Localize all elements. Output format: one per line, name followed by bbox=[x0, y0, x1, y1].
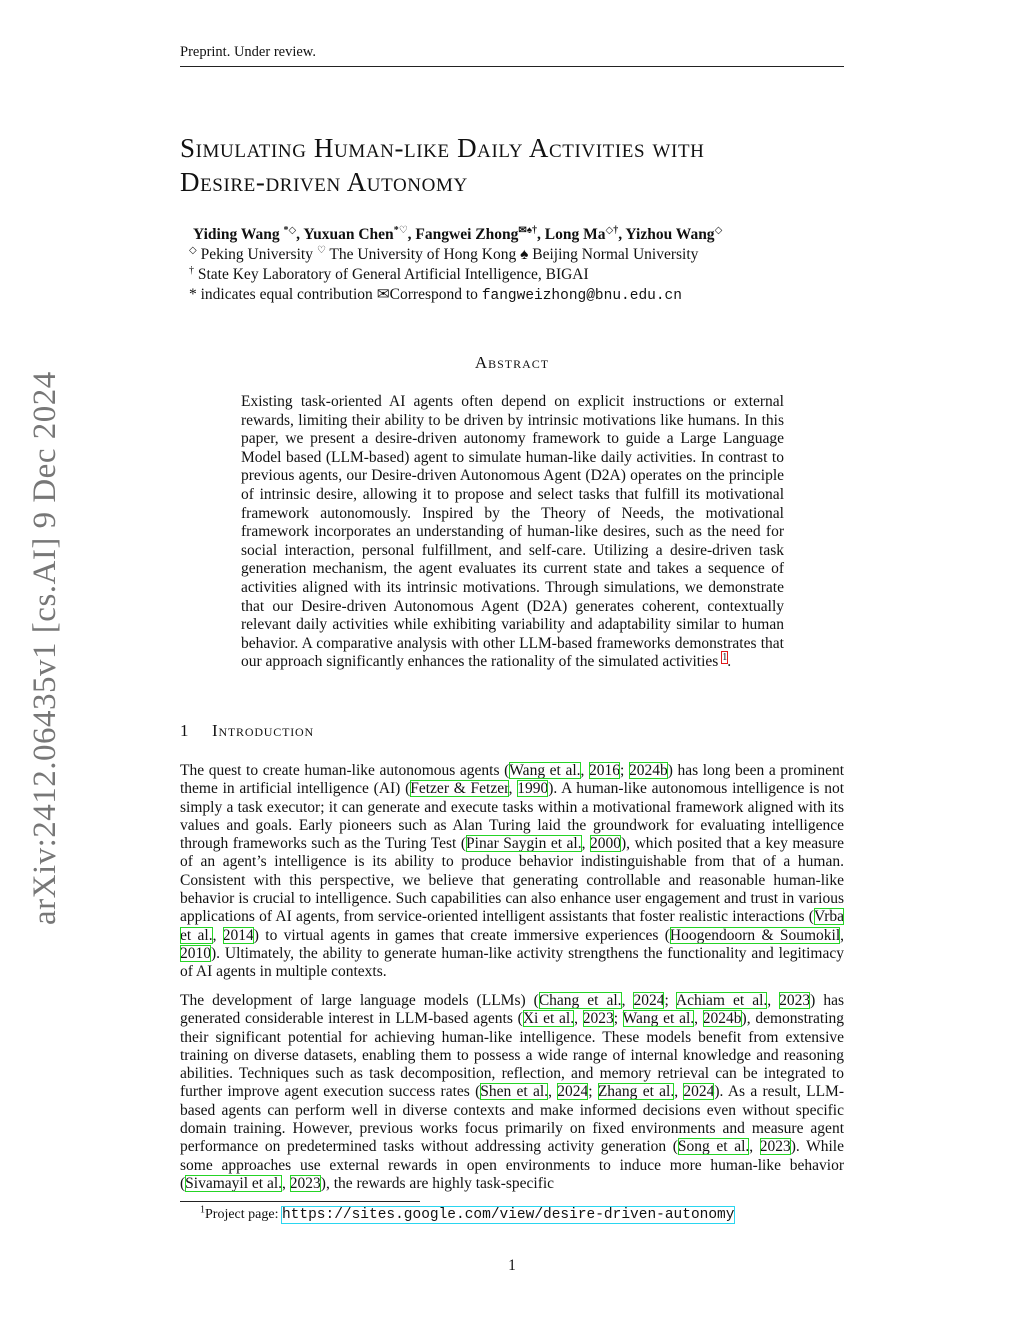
citation-separator: , bbox=[621, 992, 634, 1009]
paper-title bbox=[180, 131, 844, 199]
intro-paragraph-2 bbox=[180, 992, 844, 1193]
citation-separator: , bbox=[840, 926, 845, 944]
author-name: Fangwei Zhong bbox=[415, 226, 519, 243]
citation-separator: , bbox=[574, 1010, 583, 1028]
citation-link[interactable]: 1990 bbox=[517, 780, 549, 798]
page-number: 1 bbox=[508, 1257, 516, 1274]
affiliation-line-1 bbox=[189, 246, 698, 264]
footnote-mark: 1 bbox=[200, 1204, 205, 1216]
citation-separator: ; bbox=[664, 992, 676, 1009]
affiliation-name: The University of Hong Kong bbox=[329, 246, 517, 263]
citation-link[interactable]: 2000 bbox=[590, 835, 622, 853]
citation-link[interactable]: 2024b bbox=[702, 1010, 742, 1028]
section-number: 1 bbox=[180, 721, 190, 740]
affiliation-line-2 bbox=[189, 266, 589, 284]
citation-link[interactable]: Achiam et al. bbox=[675, 992, 768, 1009]
citation-link[interactable]: 2024b bbox=[628, 762, 668, 779]
paragraph-text: The development of large language models (LLMs) ( bbox=[180, 992, 539, 1009]
citation-link[interactable]: 2023 bbox=[582, 1010, 614, 1028]
paragraph-text: ) to virtual agents in games that create immersive experiences ( bbox=[253, 926, 670, 944]
citation-link[interactable]: 2014 bbox=[222, 926, 254, 944]
citation-separator: ; bbox=[613, 1010, 623, 1028]
footnote-rule bbox=[180, 1201, 420, 1202]
paragraph-text: ) has long been a prominent theme in artificial intelligence (AI) ( bbox=[180, 762, 845, 798]
citation-link[interactable]: 2023 bbox=[779, 992, 811, 1009]
citation-link[interactable]: Pinar Saygin et al. bbox=[466, 835, 582, 853]
paragraph-text: ). While some approaches use external rewards in open environments to induce more human-like behavior ( bbox=[180, 1138, 844, 1192]
section-title: Introduction bbox=[212, 721, 314, 740]
paragraph-text: ), the rewards are highly task-specific bbox=[320, 1174, 555, 1192]
citation-link[interactable]: 2016 bbox=[589, 762, 621, 779]
citation-separator: , bbox=[749, 1138, 760, 1156]
paragraph-text: ). Ultimately, the ability to generate human-like activity strengthens the functionality and legitimacy of AI agents in multiple contexts. bbox=[180, 944, 844, 981]
paragraph-text: The quest to create human-like autonomous agents ( bbox=[180, 762, 510, 779]
citation-separator: ; bbox=[620, 762, 629, 779]
citation-link[interactable]: Hoogendoorn & Soumokil bbox=[669, 926, 841, 944]
citation-separator: , bbox=[694, 1010, 703, 1028]
citation-link[interactable]: Shen et al. bbox=[480, 1083, 549, 1101]
citation-separator: , bbox=[581, 835, 591, 853]
citation-link[interactable]: Wang et al. bbox=[622, 1010, 695, 1028]
author-name: Yiding Wang bbox=[193, 226, 280, 243]
author-list: Yiding Wang *◇, Yuxuan Chen*♡, Fangwei Zhong✉♠†, Long Ma◇†, Yizhou Wang◇ bbox=[193, 224, 723, 243]
citation-link[interactable]: Song et al. bbox=[677, 1138, 750, 1156]
citation-link[interactable]: Xi et al. bbox=[522, 1010, 575, 1028]
correspondence-label: ✉Correspond to bbox=[376, 286, 478, 303]
citation-link[interactable]: 2023 bbox=[289, 1174, 321, 1192]
citation-link[interactable]: Chang et al. bbox=[538, 992, 622, 1009]
affiliation-name: State Key Laboratory of General Artificial Intelligence, BIGAI bbox=[197, 266, 589, 283]
project-page-link[interactable]: https://sites.google.com/view/desire-driven-autonomy bbox=[281, 1207, 735, 1223]
citation-link[interactable]: Vrba et al. bbox=[180, 908, 844, 944]
author-name: Yuxuan Chen bbox=[303, 226, 394, 243]
author-mark: ✉♠† bbox=[518, 224, 538, 236]
author-name: Yizhou Wang bbox=[625, 226, 715, 243]
paragraph-text: ), which posited that a key measure of an agent’s intelligence is its ability to produce behavior indistinguishable from that of a human. Consistent with this perspective, we believe that generating controllable and reasonable human-like behavior is crucial to intelligence. Such capabilities can also enhance user engagement and trust in various applications of AI agents, from service-oriented intelligent assistants that foster realistic interactions ( bbox=[180, 835, 844, 926]
paragraph-text: ). A human-like autonomous intelligence is not simply a task executor; it can generate and execute tasks within a motivational framework aligned with its values and goals. Early pioneers such as Alan Turing laid the groundwork for evaluating intelligence through frameworks such as the Turing Test ( bbox=[180, 780, 844, 853]
paragraph-text: ). As a result, LLM-based agents can perform well in diverse contexts and make informed decisions even without specific domain training. However, previous works focus primarily on fixed environments and measure agent performance on predetermined tasks without addressing activity generation ( bbox=[180, 1083, 844, 1156]
section-heading-introduction bbox=[180, 721, 314, 741]
citation-separator: , bbox=[282, 1174, 290, 1192]
citation-separator: , bbox=[508, 780, 518, 798]
citation-link[interactable]: 2024 bbox=[557, 1083, 589, 1101]
abstract-heading: Abstract bbox=[474, 353, 550, 372]
affiliation-line-3 bbox=[189, 285, 682, 304]
affiliation-name: Beijing Normal University bbox=[532, 246, 699, 263]
paragraph-text: ), demonstrating their significant potential for achieving human-like intelligence. These models benefit from extensive training on diverse datasets, enabling them to possess a wide range of internal knowledge and reasoning abilities. Techniques such as task decomposition, reflection, and memory retrieval can be integrated to further improve agent execution success rates ( bbox=[180, 1010, 845, 1101]
affiliation-symbol: ◇ bbox=[189, 244, 197, 256]
arxiv-identifier[interactable]: arXiv:2412.06435v1 [cs.AI] 9 Dec 2024 bbox=[27, 371, 63, 925]
header-rule bbox=[180, 66, 844, 67]
abstract-body bbox=[241, 393, 784, 672]
abstract-end: . bbox=[727, 653, 732, 671]
citation-link[interactable]: 2010 bbox=[180, 944, 211, 962]
citation-link[interactable]: 2024 bbox=[683, 1083, 715, 1101]
correspondence-email[interactable]: fangweizhong@bnu.edu.cn bbox=[481, 288, 682, 304]
citation-link[interactable]: 2023 bbox=[759, 1138, 791, 1156]
citation-separator: ; bbox=[588, 1083, 598, 1101]
paragraph-text: ) has generated considerable interest in LLM-based agents ( bbox=[180, 992, 844, 1028]
author-mark: *♡ bbox=[393, 224, 408, 236]
citation-separator: , bbox=[580, 762, 590, 779]
affiliation-symbol: ♠ bbox=[520, 246, 529, 263]
citation-link[interactable]: Sivamayil et al. bbox=[185, 1174, 283, 1192]
author-mark: ◇ bbox=[714, 224, 723, 236]
affiliation-symbol: † bbox=[189, 264, 194, 276]
footnote-label: Project page: bbox=[205, 1207, 279, 1222]
citation-link[interactable]: 2024 bbox=[633, 992, 665, 1009]
citation-link[interactable]: Zhang et al. bbox=[597, 1083, 675, 1101]
author-mark: ◇† bbox=[605, 224, 619, 236]
running-header: Preprint. Under review. bbox=[180, 44, 316, 60]
footnote bbox=[200, 1204, 735, 1223]
abstract-text: Existing task-oriented AI agents often depend on explicit instructions or external rewards, limiting their ability to be driven by intrinsic motivations like humans. In this paper, we present a desire-driven autonomy framework to guide a Large Language Model based (LLM-based) agent to simulate human-like daily activities. In contrast to previous agents, our Desire-driven Autonomous Agent (D2A) operates on the principle of intrinsic desire, allowing it to propose and select tasks that fulfill its motivational framework autonomously. Inspired by the Theory of Needs, the motivational framework incorporates an understanding of human-like desires, such as the need for social interaction, personal fulfillment, and self-care. Utilizing a desire-driven task generation mechanism, the agent evaluates its current state and takes a sequence of activities aligned with its intrinsic motivations. Through simulations, we demonstrate that our Desire-driven Autonomous Agent (D2A) generates coherent, contextually relevant daily activities while exhibiting variability and adaptability similar to human behavior. A comparative analysis with other LLM-based frameworks demonstrates that our approach significantly enhances the rationality of the simulated activities bbox=[241, 393, 784, 671]
author-name: Long Ma bbox=[544, 226, 606, 243]
equal-contribution-note: * indicates equal contribution bbox=[189, 286, 373, 303]
citation-separator: , bbox=[212, 926, 223, 944]
intro-paragraph-1 bbox=[180, 762, 844, 982]
citation-separator: , bbox=[767, 992, 780, 1009]
citation-link[interactable]: Fetzer & Fetzer bbox=[410, 780, 509, 798]
citation-separator: , bbox=[674, 1083, 684, 1101]
footnote-reference[interactable]: 1 bbox=[722, 652, 728, 664]
title-line-1: Simulating Human-like Daily Activities with bbox=[180, 133, 705, 163]
citation-separator: , bbox=[548, 1083, 558, 1101]
affiliation-symbol: ♡ bbox=[316, 244, 326, 256]
title-line-2: Desire-driven Autonomy bbox=[180, 167, 468, 197]
affiliation-name: Peking University bbox=[200, 246, 313, 263]
author-mark: *◇ bbox=[283, 224, 297, 236]
citation-link[interactable]: Wang et al. bbox=[509, 762, 581, 779]
